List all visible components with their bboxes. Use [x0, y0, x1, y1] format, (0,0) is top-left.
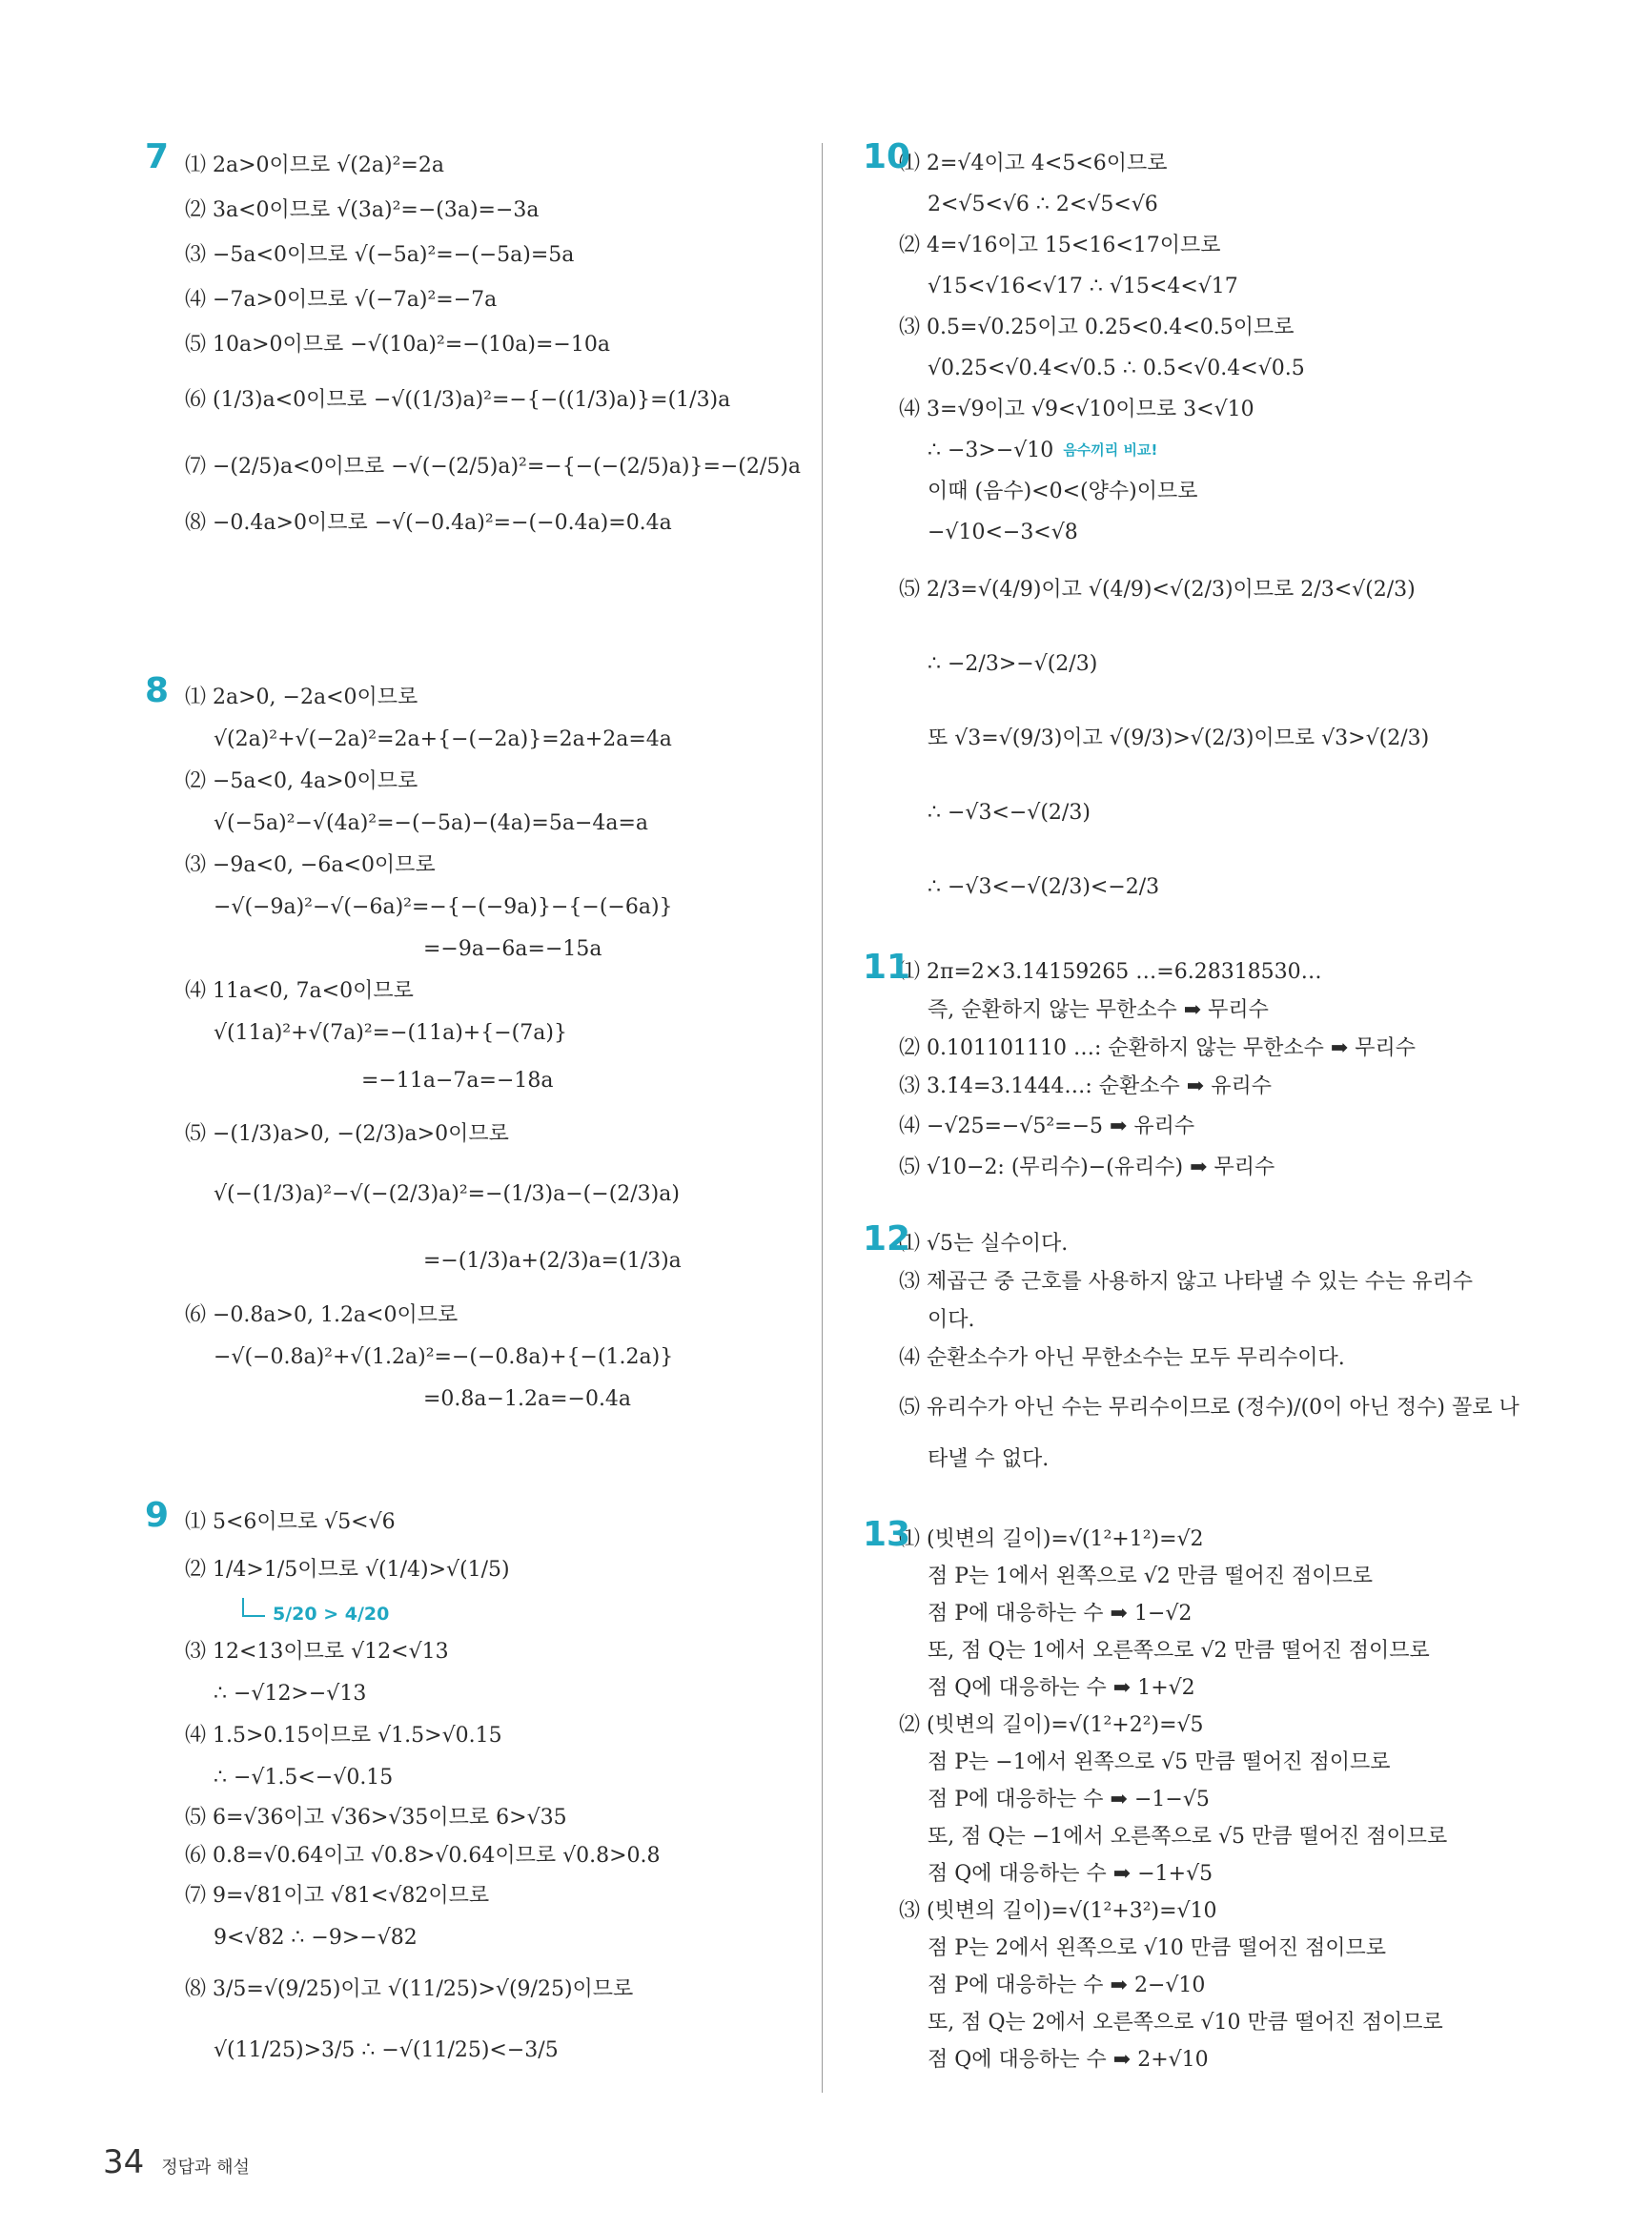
- solution-line: 점 Q에 대응하는 수 ➡ −1+√5: [928, 1861, 1214, 1886]
- solution-line: 점 P는 −1에서 왼쪽으로 √5 만큼 떨어진 점이므로: [928, 1749, 1391, 1774]
- solution-line: 이때 (음수)<0<(양수)이므로: [928, 479, 1198, 503]
- solution-line: ⑻ −0.4a>0이므로 −√(−0.4a)²=−(−0.4a)=0.4a: [185, 510, 672, 535]
- solution-line: ⑴ (빗변의 길이)=√(1²+1²)=√2: [899, 1526, 1204, 1551]
- solution-line: ⑸ 6=√36이고 √36>√35이므로 6>√35: [185, 1806, 567, 1831]
- solution-line: ⑸ √10−2: (무리수)−(유리수) ➡ 무리수: [899, 1155, 1275, 1179]
- solution-line: ⑵ (빗변의 길이)=√(1²+2²)=√5: [899, 1712, 1204, 1737]
- solution-line: 즉, 순환하지 않는 무한소수 ➡ 무리수: [928, 998, 1269, 1023]
- page-number: 34: [103, 2143, 145, 2181]
- solution-line: ⑶ −9a<0, −6a<0이므로: [185, 853, 436, 878]
- solution-line: 타낼 수 없다.: [928, 1447, 1050, 1472]
- solution-line: 점 Q에 대응하는 수 ➡ 1+√2: [928, 1675, 1195, 1700]
- solution-line: −√10<−3<√8: [928, 520, 1078, 544]
- solution-line: 점 P는 2에서 왼쪽으로 √10 만큼 떨어진 점이므로: [928, 1935, 1387, 1960]
- problem-number: 7: [145, 137, 170, 176]
- solution-line: ⑶ 3.1̇4̇=3.1444…: 순환소수 ➡ 유리수: [899, 1074, 1272, 1099]
- solution-line: ⑶ 12<13이므로 √12<√13: [185, 1640, 449, 1665]
- solution-line: 점 P에 대응하는 수 ➡ 2−√10: [928, 1973, 1206, 1997]
- solution-line: √(11/25)>3/5 ∴ −√(11/25)<−3/5: [214, 2038, 559, 2063]
- comparison-hint: [242, 1597, 812, 1631]
- problem-10: [863, 137, 1530, 953]
- problem-number: 10: [863, 137, 911, 176]
- solution-line: ⑷ −√25=−√5²=−5 ➡ 유리수: [899, 1114, 1195, 1138]
- solution-line: ∴ −√12>−√13: [214, 1682, 367, 1707]
- solution-line: ⑷ 1.5>0.15이므로 √1.5>√0.15: [185, 1724, 502, 1749]
- solution-line: 점 Q에 대응하는 수 ➡ 2+√10: [928, 2047, 1209, 2072]
- footer-label: 정답과 해설: [161, 2158, 250, 2178]
- solution-line: ∴ −2/3>−√(2/3): [928, 652, 1098, 677]
- solution-line: ⑸ 유리수가 아닌 수는 무리수이므로 (정수)/(0이 아닌 정수) 꼴로 나: [899, 1396, 1519, 1421]
- column-divider: [822, 143, 823, 2093]
- solution-line: ⑴ 2a>0이므로 √(2a)²=2a: [185, 153, 444, 177]
- problem-number: 11: [863, 948, 911, 987]
- problem-8: [145, 671, 812, 1502]
- solution-line: ⑺ −(2/5)a<0이므로 −√(−(2/5)a)²=−{−(−(2/5)a)}=−(2/5)a: [185, 455, 801, 480]
- solution-line: ⑵ −5a<0, 4a>0이므로: [185, 769, 418, 794]
- solution-line: 이다.: [928, 1308, 975, 1333]
- solution-line: ⑴ 2π=2×3.14159265 …=6.28318530…: [899, 960, 1322, 985]
- solution-line: ⑷ 11a<0, 7a<0이므로: [185, 979, 414, 1004]
- solution-line: ⑸ −(1/3)a>0, −(2/3)a>0이므로: [185, 1122, 509, 1147]
- arrow-note: 음수끼리 비교!: [1063, 441, 1158, 460]
- solution-line: [928, 430, 1530, 471]
- solution-line: ⑶ (빗변의 길이)=√(1²+3²)=√10: [899, 1898, 1217, 1923]
- problem-number: 9: [145, 1496, 170, 1535]
- solution-line: 점 P는 1에서 왼쪽으로 √2 만큼 떨어진 점이므로: [928, 1564, 1374, 1588]
- solution-line: 또, 점 Q는 1에서 오른쪽으로 √2 만큼 떨어진 점이므로: [928, 1638, 1430, 1663]
- solution-line: ⑶ 0.5=√0.25이고 0.25<0.4<0.5이므로: [899, 315, 1295, 339]
- solution-line: ⑷ 3=√9이고 √9<√10이므로 3<√10: [899, 397, 1254, 421]
- solution-line: ⑹ −0.8a>0, 1.2a<0이므로: [185, 1303, 459, 1328]
- problem-number: 12: [863, 1219, 911, 1258]
- solution-line: 또, 점 Q는 −1에서 오른쪽으로 √5 만큼 떨어진 점이므로: [928, 1824, 1448, 1849]
- solution-line: 점 P에 대응하는 수 ➡ −1−√5: [928, 1787, 1210, 1811]
- solution-line: ⑷ 순환소수가 아닌 무한소수는 모두 무리수이다.: [899, 1346, 1345, 1371]
- solution-line: ⑴ √5는 실수이다.: [899, 1232, 1069, 1257]
- solution-line: √(11a)²+√(7a)²=−(11a)+{−(7a)}: [214, 1021, 567, 1046]
- left-column: [145, 137, 812, 2081]
- solution-line: ⑴ 5<6이므로 √5<√6: [185, 1510, 396, 1535]
- solution-line: =0.8a−1.2a=−0.4a: [423, 1387, 632, 1412]
- solution-line: ⑺ 9=√81이고 √81<√82이므로: [185, 1884, 490, 1909]
- solution-line: −√(−0.8a)²+√(1.2a)²=−(−0.8a)+{−(1.2a)}: [214, 1345, 674, 1370]
- solution-line: ⑻ 3/5=√(9/25)이고 √(11/25)>√(9/25)이므로: [185, 1977, 634, 2002]
- solution-line: √(−5a)²−√(4a)²=−(−5a)−(4a)=5a−4a=a: [214, 811, 649, 836]
- solution-line: ⑸ 10a>0이므로 −√(10a)²=−(10a)=−10a: [185, 332, 610, 357]
- solution-line: 9<√82 ∴ −9>−√82: [214, 1926, 418, 1951]
- solution-line: ⑶ 제곱근 중 근호를 사용하지 않고 나타낼 수 있는 수는 유리수: [899, 1270, 1473, 1295]
- hint-bracket: [242, 1598, 265, 1617]
- problem-11: [863, 948, 1530, 1225]
- problem-7: [145, 137, 812, 677]
- problem-number: 8: [145, 671, 170, 710]
- solution-line: −√(−9a)²−√(−6a)²=−{−(−9a)}−{−(−6a)}: [214, 895, 673, 920]
- page-footer: [103, 2143, 250, 2181]
- solution-line: 또, 점 Q는 2에서 오른쪽으로 √10 만큼 떨어진 점이므로: [928, 2010, 1443, 2035]
- right-column: [863, 137, 1530, 2078]
- solution-line: ⑴ 2a>0, −2a<0이므로: [185, 685, 418, 710]
- hint-text: 5/20 > 4/20: [273, 1604, 390, 1625]
- solution-line: =−(1/3)a+(2/3)a=(1/3)a: [423, 1249, 682, 1274]
- solution-line: ∴ −√3<−√(2/3): [928, 801, 1091, 826]
- solution-line: ⑷ −7a>0이므로 √(−7a)²=−7a: [185, 287, 498, 312]
- solution-line: ⑴ 2=√4이고 4<5<6이므로: [899, 151, 1168, 175]
- solution-line: 점 P에 대응하는 수 ➡ 1−√2: [928, 1601, 1193, 1626]
- solution-line: =−9a−6a=−15a: [423, 937, 602, 962]
- solution-line: ⑵ 4=√16이고 15<16<17이므로: [899, 233, 1221, 257]
- solution-line: ⑵ 1/4>1/5이므로 √(1/4)>√(1/5): [185, 1558, 510, 1583]
- problem-9: [145, 1496, 812, 2081]
- solution-line: ⑹ 0.8=√0.64이고 √0.8>√0.64이므로 √0.8>0.8: [185, 1844, 661, 1869]
- solution-line: √(−(1/3)a)²−√(−(2/3)a)²=−(1/3)a−(−(2/3)a): [214, 1182, 680, 1207]
- solution-line: ⑸ 2/3=√(4/9)이고 √(4/9)<√(2/3)이므로 2/3<√(2/3): [899, 578, 1416, 603]
- problem-12: [863, 1219, 1530, 1521]
- solution-line: ⑵ 0.101101110 …: 순환하지 않는 무한소수 ➡ 무리수: [899, 1036, 1417, 1061]
- solution-text: ∴ −3>−√10: [928, 438, 1054, 462]
- solution-line: ⑶ −5a<0이므로 √(−5a)²=−(−5a)=5a: [185, 242, 575, 267]
- solution-line: √15<√16<√17 ∴ √15<4<√17: [928, 274, 1238, 298]
- solution-line: ⑵ 3a<0이므로 √(3a)²=−(3a)=−3a: [185, 197, 540, 222]
- solution-line: ∴ −√1.5<−√0.15: [214, 1766, 394, 1790]
- problem-13: [863, 1515, 1530, 2078]
- solution-line: ⑹ (1/3)a<0이므로 −√((1/3)a)²=−{−((1/3)a)}=(1/3)a: [185, 388, 731, 413]
- solution-line: ∴ −√3<−√(2/3)<−2/3: [928, 875, 1160, 900]
- solution-line: 또 √3=√(9/3)이고 √(9/3)>√(2/3)이므로 √3>√(2/3): [928, 726, 1430, 751]
- solution-line: =−11a−7a=−18a: [361, 1069, 554, 1094]
- solution-line: 2<√5<√6 ∴ 2<√5<√6: [928, 192, 1158, 216]
- solution-line: √(2a)²+√(−2a)²=2a+{−(−2a)}=2a+2a=4a: [214, 727, 672, 752]
- problem-number: 13: [863, 1515, 911, 1554]
- solution-line: √0.25<√0.4<√0.5 ∴ 0.5<√0.4<√0.5: [928, 356, 1305, 380]
